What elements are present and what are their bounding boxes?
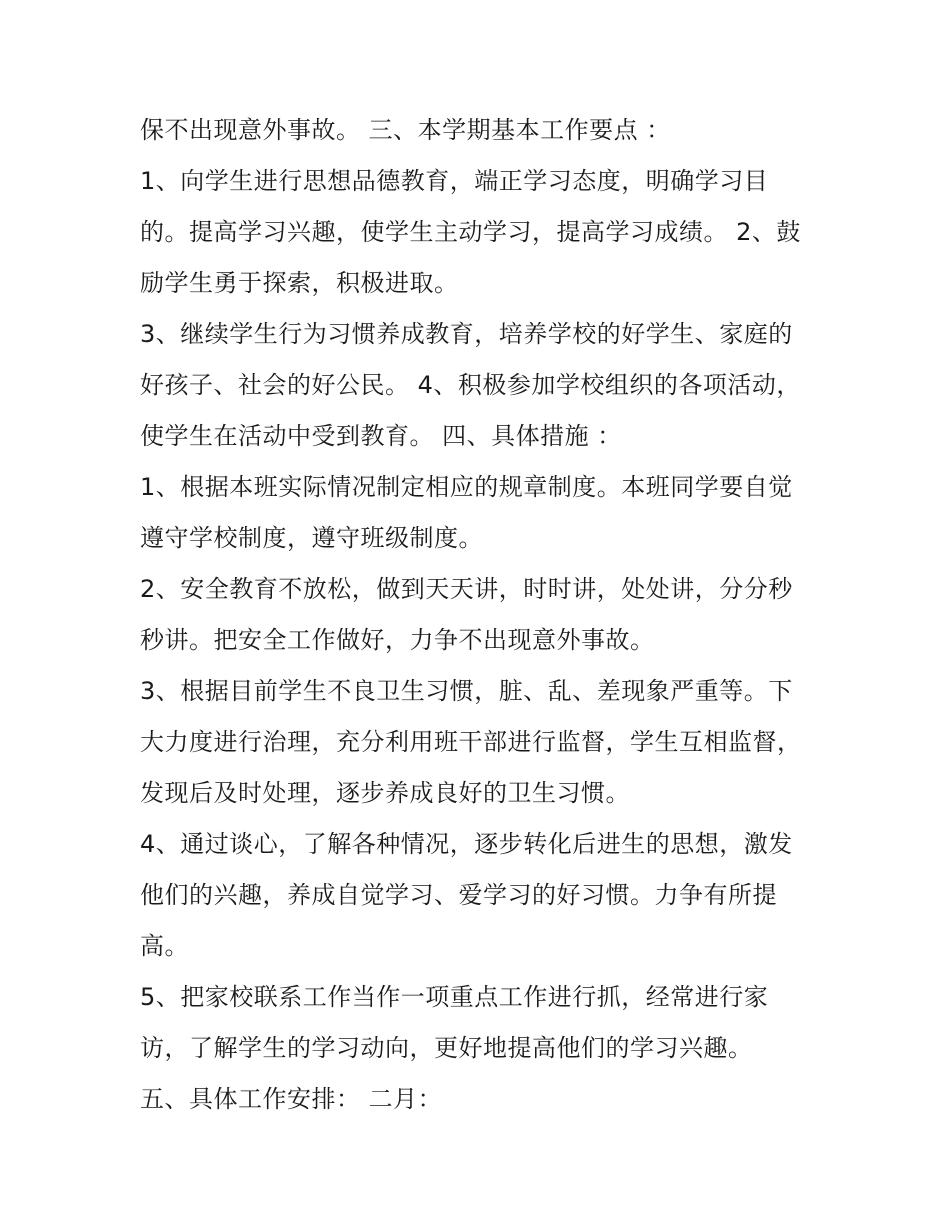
- text-line: 1、向学生进行思想品德教育，端正学习态度，明确学习目: [140, 167, 769, 195]
- text-line: 5、把家校联系工作当作一项重点工作进行抓，经常进行家: [140, 983, 769, 1011]
- text-line: 好孩子、社会的好公民。 4、积极参加学校组织的各项活动，: [140, 371, 801, 399]
- text-line: 2、安全教育不放松，做到天天讲，时时讲，处处讲，分分秒: [140, 575, 793, 603]
- text-line: 使学生在活动中受到教育。 四、具体措施 ：: [140, 422, 622, 450]
- text-line: 3、继续学生行为习惯养成教育，培养学校的好学生、家庭的: [140, 320, 793, 348]
- text-line: 3、根据目前学生不良卫生习惯，脏、乱、差现象严重等。下: [140, 677, 793, 705]
- text-line: 访，了解学生的学习动向，更好地提高他们的学习兴趣。: [140, 1034, 753, 1062]
- text-line: 遵守学校制度，遵守班级制度。: [140, 524, 483, 552]
- text-line: 秒讲。把安全工作做好，力争不出现意外事故。: [140, 626, 655, 654]
- text-line: 高。: [140, 932, 189, 960]
- text-line: 1、根据本班实际情况制定相应的规章制度。本班同学要自觉: [140, 473, 793, 501]
- text-line: 励学生勇于探索，积极进取。: [140, 269, 459, 297]
- text-line: 大力度进行治理，充分利用班干部进行监督，学生互相监督，: [140, 728, 802, 756]
- text-line: 的。提高学习兴趣，使学生主动学习，提高学习成绩。 2、鼓: [140, 218, 801, 246]
- text-line: 他们的兴趣，养成自觉学习、爱学习的好习惯。力争有所提: [140, 881, 777, 909]
- text-line: 五、具体工作安排： 二月：: [140, 1085, 443, 1113]
- text-line: 发现后及时处理，逐步养成良好的卫生习惯。: [140, 779, 630, 807]
- text-line: 保不出现意外事故。 三、本学期基本工作要点 ：: [140, 116, 671, 144]
- text-line: 4、通过谈心，了解各种情况，逐步转化后进生的思想，激发: [140, 830, 793, 858]
